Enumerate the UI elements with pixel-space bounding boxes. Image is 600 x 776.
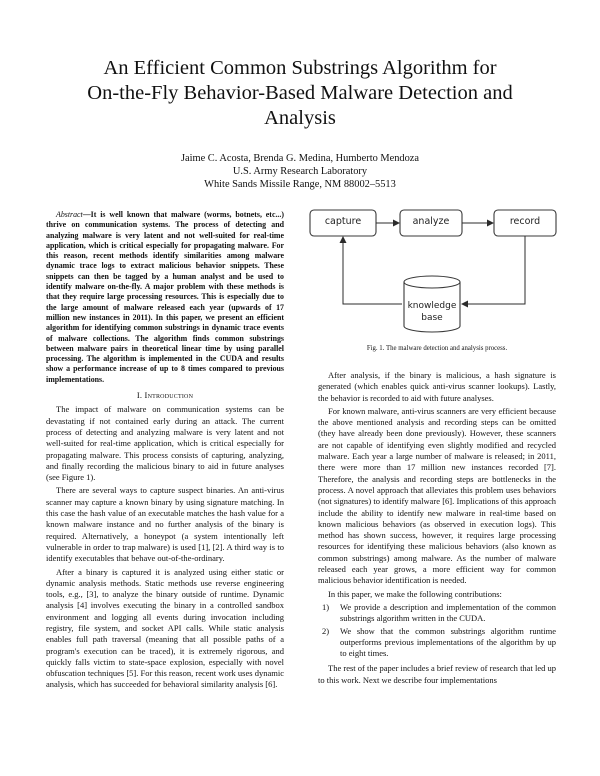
right-paragraph-1: After analysis, if the binary is malicious, a hash signature is generated (which enables quick anti-virus scanner lookups). Lastly, the behavior is recorded to aid with future analyses.	[318, 370, 556, 403]
abstract	[46, 210, 284, 385]
list-item-text: We show that the common substrings algorithm runtime outperforms previous implementations of the algorithm by up to eight times.	[340, 625, 556, 659]
title-line-3: Analysis	[264, 107, 336, 129]
arrow-knowledge-base-to-capture	[343, 237, 402, 304]
knowledge-base-cylinder-top	[404, 276, 460, 288]
intro-paragraph-2: There are several ways to capture suspect binaries. An anti-virus scanner may capture a known binary by using signature matching. In this case the hash value of an executable matches the hash value for a known malware instance and no further analysis of the binary is required. Alternatively, a honeypot (a system intentionally left vulnerable in order to trap malware) is used [1], [2]. A third way is to identify executables that behave out-of-the-ordinary.	[46, 485, 284, 564]
contributions-list	[318, 602, 556, 659]
record-label: record	[509, 216, 541, 227]
title-line-2: On-the-Fly Behavior-Based Malware Detection and	[87, 82, 513, 104]
capture-label: capture	[324, 216, 362, 227]
knowledge-base-label-line-2: base	[421, 313, 443, 323]
right-paragraph-2: For known malware, anti-virus scanners are very efficient because the above mentioned analysis and recording steps can be omitted (they have already been done previously). However, these scanners are not capable of identifying even slightly modified and recycled malware. Each year a large number of malware is released; in 2011, there were more than 17 million new instances recorded [7]. Therefore, the analysis and recording steps are bottlenecks in the process. A novel approach that alleviates this problem uses behaviors (not signatures) to identify malware [6]. Implications of this approach include the ability to identify new malware in real-time based on known malicious behaviors (as observed in execution logs). This method has shown success, however, it requires large processing resources for identifying these malicious behaviors (also known as common substrings) among malware. As the number of malware released each year grows, a more efficient way for common malicious behavior identification is needed.	[318, 405, 556, 586]
intro-paragraph-1: The impact of malware on communication systems can be devastating if not contained early during an attack. The current process of detecting and analyzing malware is very latent and not well-suited for real-time application, which is critical especially for propagating malware. This process consists of capturing, analyzing, and finally recording the malicious binary to aid in future analyses (see Figure 1).	[46, 404, 284, 483]
list-item	[318, 602, 556, 625]
right-paragraph-4: The rest of the paper includes a brief review of research that led up to this work. Next we describe four implementations	[318, 663, 556, 685]
right-paragraph-3: In this paper, we make the following contributions:	[328, 588, 502, 599]
section-heading-introduction: I. Introduction	[136, 390, 194, 401]
figure-caption: Fig. 1. The malware detection and analysis process.	[366, 345, 508, 352]
abstract-text: —It is well known that malware (worms, botnets, etc...) thrive on communication systems. The process of detecting and analyzing malware is very latent and not well-suited for real-time application, which is critical especially for propagating malware. For this reason, recent methods identify similarities among malware dynamic trace logs to extract malicious behavior snippets. These snippets can then be tagged by a human analyst and be used to identify malware on-the-fly. A major problem with these methods is that they require large processing resources. This is especially due to the large amount of malware released each year (upwards of 17 million new instances in 2011). In this paper, we present an efficient algorithm for identifying common substrings in dynamic trace events of malware collections. The algorithm finds common substrings between malware pairs in theoretical linear time by using parallel processing. The algorithm is implemented in the CUDA and results show a performance increase of up to 8 times compared to previous implementations.	[46, 210, 284, 384]
intro-paragraph-3: After a binary is captured it is analyzed using either static or dynamic analysis methods. Static methods use reverse engineering tools, e.g., [3], to analyze the binary outside of runtime. Dynamic analysis [4] involves executing the binary in a controlled sandbox environment and logging all events during invocation including registry, file system, and socket API calls. While static analysis enables full path traversal (meaning that all possible paths of a program's execution can be traced), it is extremely rigorous, and quickly falls victim to state-space explosion, especially with novel obfuscation techniques [5]. For this reason, recent work uses dynamic analysis, which has succeeded for behavioral similarity analysis [6].	[46, 566, 284, 690]
knowledge-base-label-line-1: knowledge	[407, 301, 457, 311]
author-names: Jaime C. Acosta, Brenda G. Medina, Humberto Mendoza	[180, 153, 420, 164]
left-column	[46, 210, 284, 693]
figure-1	[300, 202, 570, 362]
right-column	[318, 370, 556, 688]
author-address: White Sands Missile Range, NM 88002–5513	[204, 179, 396, 190]
list-item-number: 2)	[322, 625, 330, 636]
arrow-record-to-knowledge-base	[462, 236, 525, 304]
title-line-1: An Efficient Common Substrings Algorithm for	[103, 57, 497, 79]
list-item	[318, 626, 556, 660]
list-item-text: We provide a description and implementation of the common substrings algorithm written in the CUDA.	[340, 601, 556, 624]
author-affiliation: U.S. Army Research Laboratory	[232, 166, 368, 177]
analyze-label: analyze	[412, 216, 450, 227]
author-block	[40, 152, 560, 191]
abstract-lead: Abstract	[56, 210, 83, 219]
list-item-number: 1)	[322, 601, 330, 612]
paper-title	[40, 56, 560, 131]
